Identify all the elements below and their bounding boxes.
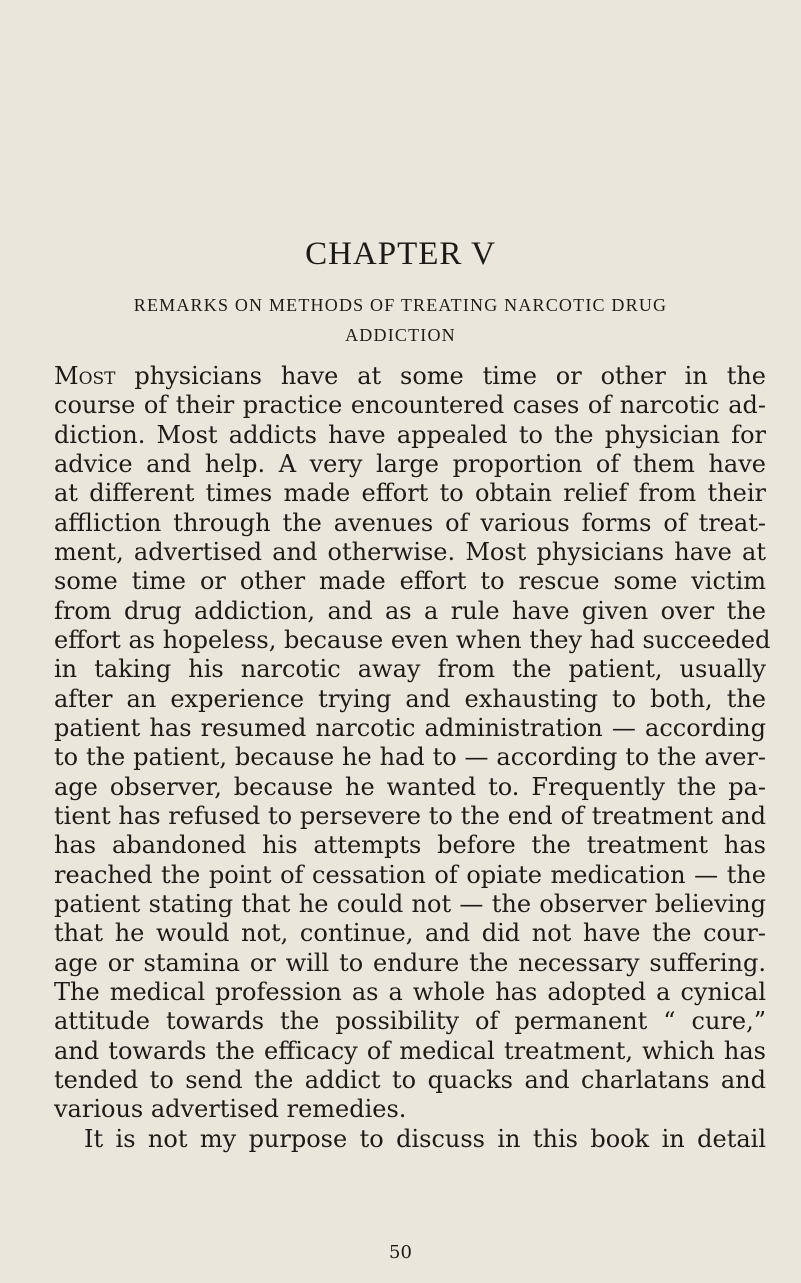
paragraph-1-line-26: various advertised remedies. [54,1095,407,1124]
paragraph-1-line-1: Most physicians have at some time or other in the [54,362,766,390]
paragraph-1-line-7: ment, advertised and otherwise. Most physicians have at [54,537,766,566]
paragraph-1-line-9: from drug addiction, and as a rule have given over the [54,596,766,625]
paragraph-1-line-2: course of their practice encountered cases of narcotic ad- [54,391,766,420]
chapter-subtitle-line-2: ADDICTION [345,325,456,345]
body-text [54,362,771,1154]
paragraph-1-line-10: effort as hopeless, because even when they had succeeded [54,625,771,654]
paragraph-1-line-11: in taking his narcotic away from the patient, usually [54,655,766,684]
paragraph-1-lead-word: Most [54,362,116,390]
paragraph-1-line-22: The medical profession as a whole has adopted a cynical [54,977,766,1006]
paragraph-1-line-12: after an experience trying and exhausting to both, the [54,684,766,713]
paragraph-1-line-25: tended to send the addict to quacks and charlatans and [54,1065,766,1094]
paragraph-1-line-6: affliction through the avenues of various forms of treat- [54,508,766,537]
chapter-heading: CHAPTER V [305,236,496,272]
paragraph-1-line-3: diction. Most addicts have appealed to the physician for [54,420,766,449]
paragraph-1-line-8: some time or other made effort to rescue some victim [54,567,766,596]
paragraph-1-line-20: that he would not, continue, and did not have the cour- [54,919,766,948]
chapter-subtitle-line-1: REMARKS ON METHODS OF TREATING NARCOTIC DRUG [133,295,668,315]
paragraph-1-line-16: tient has refused to persevere to the end of treatment and [54,801,766,830]
paragraph-1-line-4: advice and help. A very large proportion of them have [54,449,766,478]
paragraph-1-line-5: at different times made effort to obtain relief from their [54,479,766,508]
paragraph-1-line-15: age observer, because he wanted to. Frequently the pa- [54,772,766,801]
paragraph-1-line-21: age or stamina or will to endure the necessary suffering. [54,948,766,977]
chapter-subtitle [60,290,741,350]
paragraph-2-line-1: It is not my purpose to discuss in this book in detail [84,1124,766,1153]
paragraph-1-line-17: has abandoned his attempts before the treatment has [54,831,766,860]
paragraph-1-line-19: patient stating that he could not — the observer believing [54,889,766,918]
paragraph-1-line-14: to the patient, because he had to — according to the aver- [54,743,766,772]
paragraph-1-line-13: patient has resumed narcotic administration — according [54,713,766,742]
paragraph-1-line-18: reached the point of cessation of opiate medication — the [54,860,766,889]
paragraph-1-line-23: attitude towards the possibility of permanent “ cure,” [54,1007,766,1036]
page-number: 50 [389,1242,412,1263]
paragraph-1-line-24: and towards the efficacy of medical treatment, which has [54,1036,766,1065]
